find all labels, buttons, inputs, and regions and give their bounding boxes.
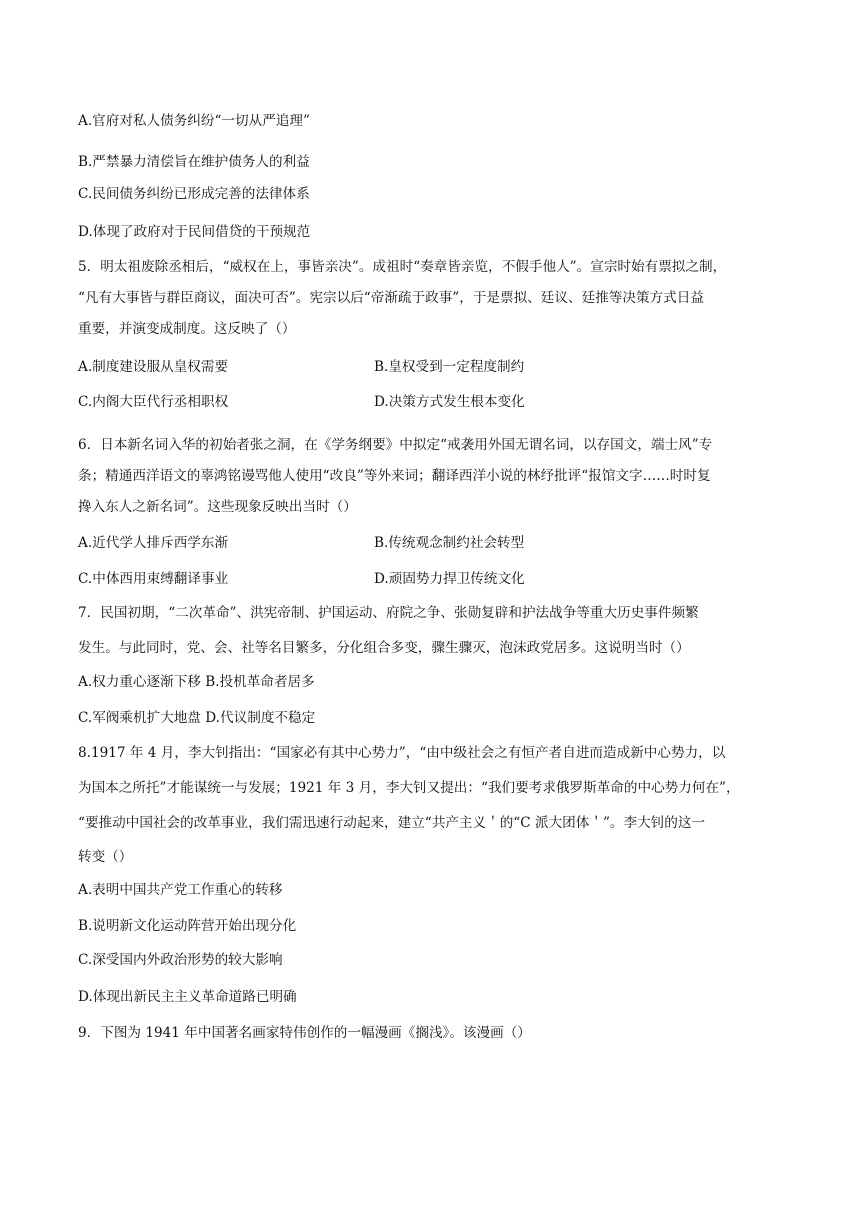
q6-option-c: C.中体西用束缚翻译事业 (78, 571, 229, 587)
q5-option-d: D.决策方式发生根本变化 (374, 394, 525, 410)
q4-option-a: A.官府对私人债务纠纷“一切从严追理” (78, 113, 310, 129)
q5-option-b: B.皇权受到一定程度制约 (374, 359, 525, 375)
q8-option-a: A.表明中国共产党工作重心的转移 (78, 882, 283, 898)
q8-stem-line-3: “要推动中国社会的改革事业，我们需迅速行动起来，建立“共产主义＇的“C 派大团体＇”。李大钊的这一 (78, 815, 706, 831)
q8-option-d: D.体现出新民主主义革命道路已明确 (78, 989, 297, 1005)
q5-stem-line-2: “凡有大事皆与群臣商议，面决可否”。宪宗以后“帝渐疏于政事”，于是票拟、廷议、廷推等决策方式日益 (78, 290, 704, 306)
q5-option-c: C.内阁大臣代行丞相职权 (78, 394, 229, 410)
q7-options-cd: C.军阀乘机扩大地盘 D.代议制度不稳定 (78, 710, 316, 726)
q8-option-b: B.说明新文化运动阵营开始出现分化 (78, 918, 297, 934)
q4-option-c: C.民间债务纠纷已形成完善的法律体系 (78, 186, 310, 202)
q6-stem-line-2: 条；精通西洋语文的辜鸿铭谩骂他人使用“改良”等外来词；翻译西洋小说的林纾批评“报馆文字……时时复 (78, 468, 711, 484)
q8-stem-line-1: 8.1917 年 4 月，李大钊指出：“国家必有其中心势力”，“由中级社会之有恒产者自进而造成新中心势力，以 (78, 745, 726, 761)
q7-stem-line-2: 发生。与此同时，党、会、社等名目繁多，分化组合多变，骤生骤灭，泡沫政党居多。这说明当时（） (78, 640, 690, 656)
q5-stem-line-1: 5．明太祖废除丞相后，“威权在上，事皆亲决”。成祖时“奏章皆亲览，不假手他人”。宣宗时始有票拟之制， (78, 259, 727, 275)
q6-option-b: B.传统观念制约社会转型 (374, 535, 525, 551)
q5-stem-line-3: 重要，并演变成制度。这反映了（） (78, 321, 296, 337)
q5-option-a: A.制度建设服从皇权需要 (78, 359, 229, 375)
q8-stem-line-2: 为国本之所托”才能谋统一与发展；1921 年 3 月，李大钊又提出：“我们要考求俄罗斯革命的中心势力何在”， (78, 780, 740, 796)
q8-option-c: C.深受国内外政治形势的较大影响 (78, 952, 283, 968)
q4-option-b: B.严禁暴力清偿旨在维护债务人的利益 (78, 154, 310, 170)
q8-stem-line-4: 转变（） (78, 849, 133, 865)
q6-option-a: A.近代学人排斥西学东渐 (78, 535, 229, 551)
q6-option-d: D.顽固势力捍卫传统文化 (374, 571, 525, 587)
q7-stem-line-1: 7．民国初期，“二次革命”、洪宪帝制、护国运动、府院之争、张勋复辟和护法战争等重大历史事件频繁 (78, 605, 699, 621)
q4-option-d: D.体现了政府对于民间借贷的干预规范 (78, 224, 311, 240)
q6-stem-line-3: 搀入东人之新名词”。这些现象反映出当时（） (78, 499, 357, 515)
q6-stem-line-1: 6．日本新名词入华的初始者张之洞，在《学务纲要》中拟定“戒袭用外国无谓名词，以存国文，端士风”专 (78, 437, 713, 453)
q7-options-ab: A.权力重心逐渐下移 B.投机革命者居多 (78, 674, 315, 690)
q9-stem-line-1: 9．下图为 1941 年中国著名画家特伟创作的一幅漫画《搁浅》。该漫画（） (78, 1025, 531, 1041)
